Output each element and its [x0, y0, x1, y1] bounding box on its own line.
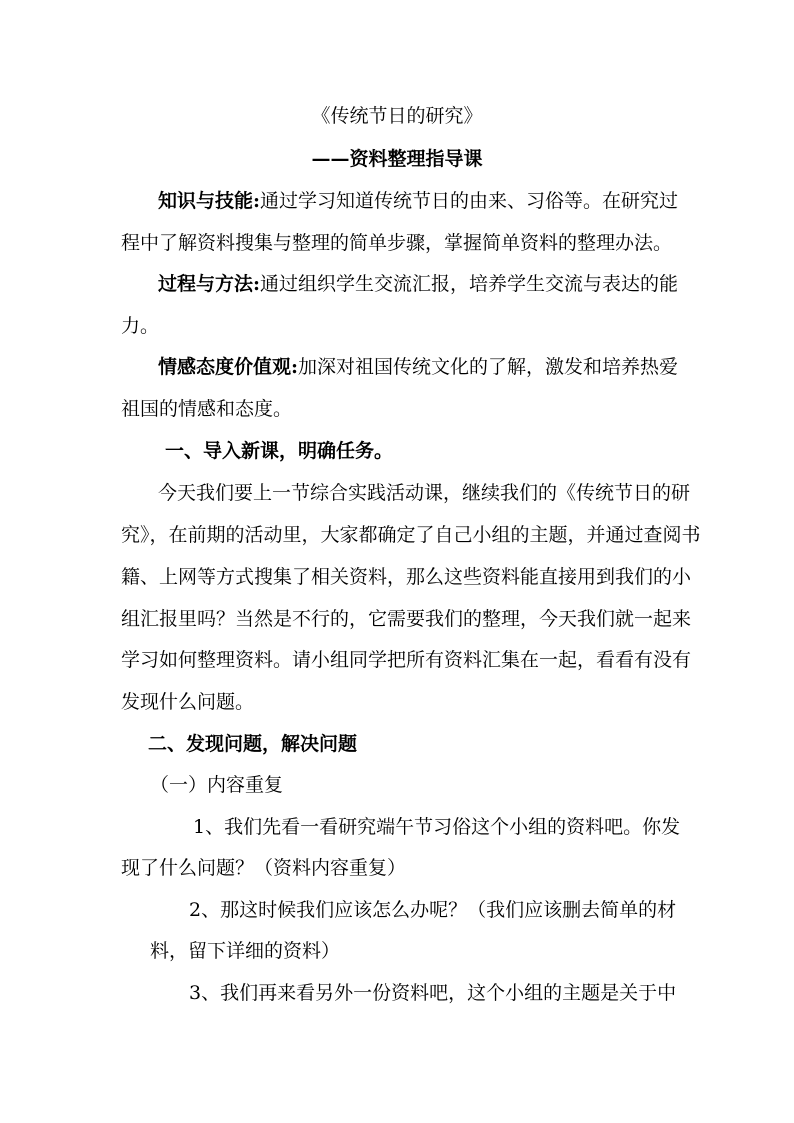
paragraph-line: 究》，在前期的活动里，大家都确定了自己小组的主题，并通过查阅书 [121, 524, 701, 546]
section-heading: 一、导入新课，明确任务。 [165, 440, 394, 462]
list-item-continuation: 料，留下详细的资料） [150, 940, 341, 962]
objective-text: 通过组织学生交流汇报，培养学生交流与表达的能 [260, 273, 679, 295]
objective-attitude [158, 354, 678, 380]
list-item-continuation: 现了什么问题？（资料内容重复） [121, 857, 407, 879]
objective-text: 通过学习知道传统节日的由来、习俗等。在研究过 [260, 190, 679, 212]
objective-text: 加深对祖国传统文化的了解，激发和培养热爱 [298, 356, 679, 378]
objective-text-line: 力。 [121, 315, 160, 337]
objective-label: 情感态度价值观: [158, 356, 299, 378]
list-item: 2、那这时候我们应该怎么办呢？（我们应该删去简单的材 [189, 899, 677, 921]
objective-process [158, 271, 678, 297]
subsection-heading: （一）内容重复 [150, 774, 284, 796]
objective-label: 过程与方法: [158, 273, 261, 295]
document-title: 《传统节日的研究》 [311, 105, 483, 127]
list-item: 3、我们再来看另外一份资料吧，这个小组的主题是关于中 [189, 982, 677, 1004]
objective-knowledge [158, 188, 678, 214]
paragraph-line: 组汇报里吗？当然是不行的，它需要我们的整理，今天我们就一起来 [121, 608, 692, 630]
paragraph-line: 学习如何整理资料。请小组同学把所有资料汇集在一起，看看有没有 [121, 649, 692, 671]
paragraph-line: 今天我们要上一节综合实践活动课，继续我们的《传统节日的研 [158, 482, 691, 504]
objective-text-line: 程中了解资料搜集与整理的简单步骤，掌握简单资料的整理办法。 [121, 232, 673, 254]
objective-text-line: 祖国的情感和态度。 [121, 398, 293, 420]
objective-label: 知识与技能: [158, 190, 261, 212]
list-item: 1、我们先看一看研究端午节习俗这个小组的资料吧。你发 [193, 816, 681, 838]
paragraph-line: 发现什么问题。 [121, 691, 255, 713]
section-heading: 二、发现问题，解决问题 [148, 733, 358, 755]
paragraph-line: 籍、上网等方式搜集了相关资料，那么这些资料能直接用到我们的小 [121, 566, 692, 588]
document-subtitle: ——资料整理指导课 [311, 148, 483, 170]
